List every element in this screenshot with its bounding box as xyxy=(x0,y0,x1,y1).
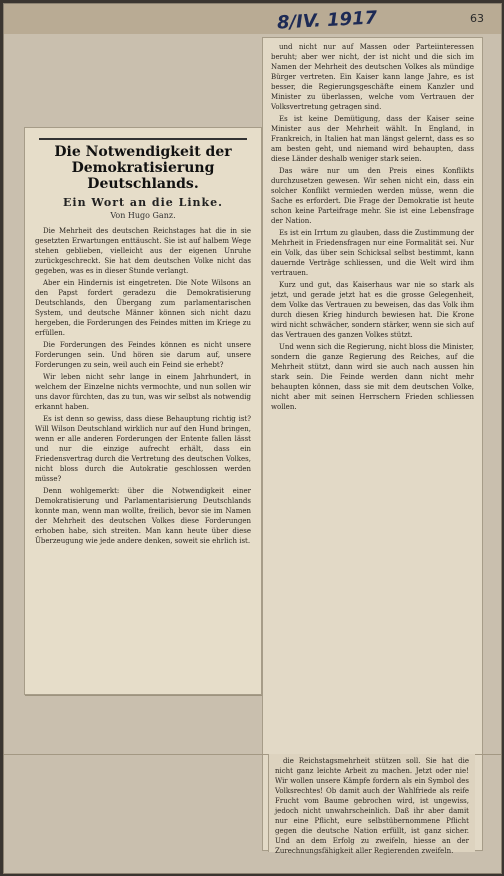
article-clipping xyxy=(24,127,262,695)
article-headline: Die Notwendigkeit der Demokratisierung Deutschlands. xyxy=(39,138,247,192)
scrapbook-page xyxy=(3,3,502,874)
lower-paragraph: die Reichstagsmehrheit stützen soll. Sie hat die nicht ganz leichte Arbeit zu machen. Jetzt oder nie! Wir wollen unsere Kämpfe fordern als ein Symbol des Volksrechtes! Ob damit auch der Wahlfriede als reife Frucht vom Baume gebrochen wird, ist ungewiss, jedoch nicht unwahrscheinlich. Daß ihr aber damit nur eine Pflicht, eure selbstübernommene Pflicht gegen die deutsche Nation erfüllt, ist ganz sicher. Und an dem Erfolg zu zweifeln, hiesse an der Zurechnungsfähigkeit aller Regierenden zweifeln. xyxy=(275,757,469,855)
lower-clipping xyxy=(268,754,475,855)
handwritten-date: 8/IV. 1917 xyxy=(276,7,378,34)
continuation-paragraph: Kurz und gut, das Kaiserhaus war nie so stark als jetzt, und gerade jetzt hat es die grosse Gelegenheit, dem Volke das Vertrauen zu beweisen, das das Volk ihm durch diesen Krieg hindurch bewiesen hat. Die Krone wird nicht schwächer, sondern stärker, wenn sie sich auf das Vertrauen des ganzen Volkes stützt. xyxy=(271,281,474,339)
continuation-paragraph: Und wenn sich die Regierung, nicht bloss die Minister, sondern die ganze Regierung des Reiches, auf die Mehrheit stützt, dann wird sie auch nach aussen hin stark sein. Die Feinde werden dann nicht mehr behaupten können, dass sie mit dem deutschen Volke, nicht aber mit seinen Herrschern Frieden schliessen wollen. xyxy=(271,343,474,411)
article-paragraph: Die Mehrheit des deutschen Reichstages hat die in sie gesetzten Erwartungen enttäuscht. Sie ist auf halbem Wege stehen geblieben, vielleicht aus der eigenen Unruhe zurückgeschreckt. Sie hat dem deutschen Volke nicht das gegeben, was es in dieser Stunde verlangt. xyxy=(35,227,251,275)
lower-body xyxy=(269,754,475,860)
continuation-paragraph: und nicht nur auf Massen oder Parteiinteressen beruht; aber wer nicht, der ist nicht und die sich im Namen der Mehrheit des deutschen Volkes als mündige Bürger vertreten. Ein Kaiser kann lange Jahre, es ist besser, die Regierungsgeschäfte einem Kanzler und Minister zu überlassen, welche vom Vertrauen der Volksvertretung getragen sind. xyxy=(271,43,474,111)
article-body xyxy=(25,226,261,546)
continuation-body xyxy=(263,38,482,418)
article-paragraph: Es ist denn so gewiss, dass diese Behauptung richtig ist? Will Wilson Deutschland wirklich nur auf den Hund bringen, wenn er alle anderen Forderungen der Entente fallen lässt und nur die einzige aufrecht erhält, dass ein Friedensvertrag durch die Vertretung des deutschen Volkes, nicht bloss durch die Autokratie geschlossen werden müsse? xyxy=(35,415,251,483)
article-byline: Von Hugo Ganz. xyxy=(110,211,176,220)
continuation-paragraph: Es ist ein Irrtum zu glauben, dass die Zustimmung der Mehrheit in Friedensfragen nur eine Formalität sei. Nur ein Volk, das über sein Schicksal selbst bestimmt, kann dauernde Verträge schliessen, und die Welt wird ihm vertrauen. xyxy=(271,229,474,277)
article-paragraph: Wir leben nicht sehr lange in einem Jahrhundert, in welchem der Einzelne nichts vermochte, und nun sollen wir uns davor fürchten, das zu tun, was wir selbst als notwendig erkannt haben. xyxy=(35,373,251,411)
continuation-paragraph: Es ist keine Demütigung, dass der Kaiser seine Minister aus der Mehrheit wählt. In England, in Frankreich, in Italien hat man längst gelernt, dass es so am besten geht, und niemand wird behaupten, dass diese Länder deshalb weniger stark seien. xyxy=(271,115,474,163)
article-paragraph: Die Forderungen des Feindes können es nicht unsere Forderungen sein. Und hören sie darum auf, unsere Forderungen zu sein, weil auch ein Feind sie erhebt? xyxy=(35,341,251,369)
continuation-paragraph: Das wäre nur um den Preis eines Konflikts durchzusetzen gewesen. Wir sehen nicht ein, dass ein solcher Konflikt vermieden werden müsse, wenn die Sache es erfordert. Die Frage der Demokratie ist heute schon keine Parteifrage mehr. Sie ist eine Lebensfrage der Nation. xyxy=(271,167,474,225)
article-subheadline: Ein Wort an die Linke. xyxy=(63,196,223,209)
page-number: 63 xyxy=(470,12,484,25)
continuation-clipping xyxy=(262,37,483,851)
article-paragraph: Aber ein Hindernis ist eingetreten. Die Note Wilsons an den Papst fordert geradezu die Demokratisierung Deutschlands, den Übergang zum parlamentarischen System, und deutsche Männer können sich nicht dazu hergeben, die Forderungen des Feindes mitten im Kriege zu erfüllen. xyxy=(35,279,251,337)
article-paragraph: Denn wohlgemerkt: über die Notwendigkeit einer Demokratisierung und Parlamentarisierung Deutschlands konnte man, wenn man wollte, freilich, bevor sie im Namen der Mehrheit des deutschen Volkes diese Forderungen erhoben habe, sich streiten. Man kann heute über diese Überzeugung wie jede andere denken, soweit sie ehrlich ist. xyxy=(35,487,251,545)
page-header-strip xyxy=(4,4,501,34)
